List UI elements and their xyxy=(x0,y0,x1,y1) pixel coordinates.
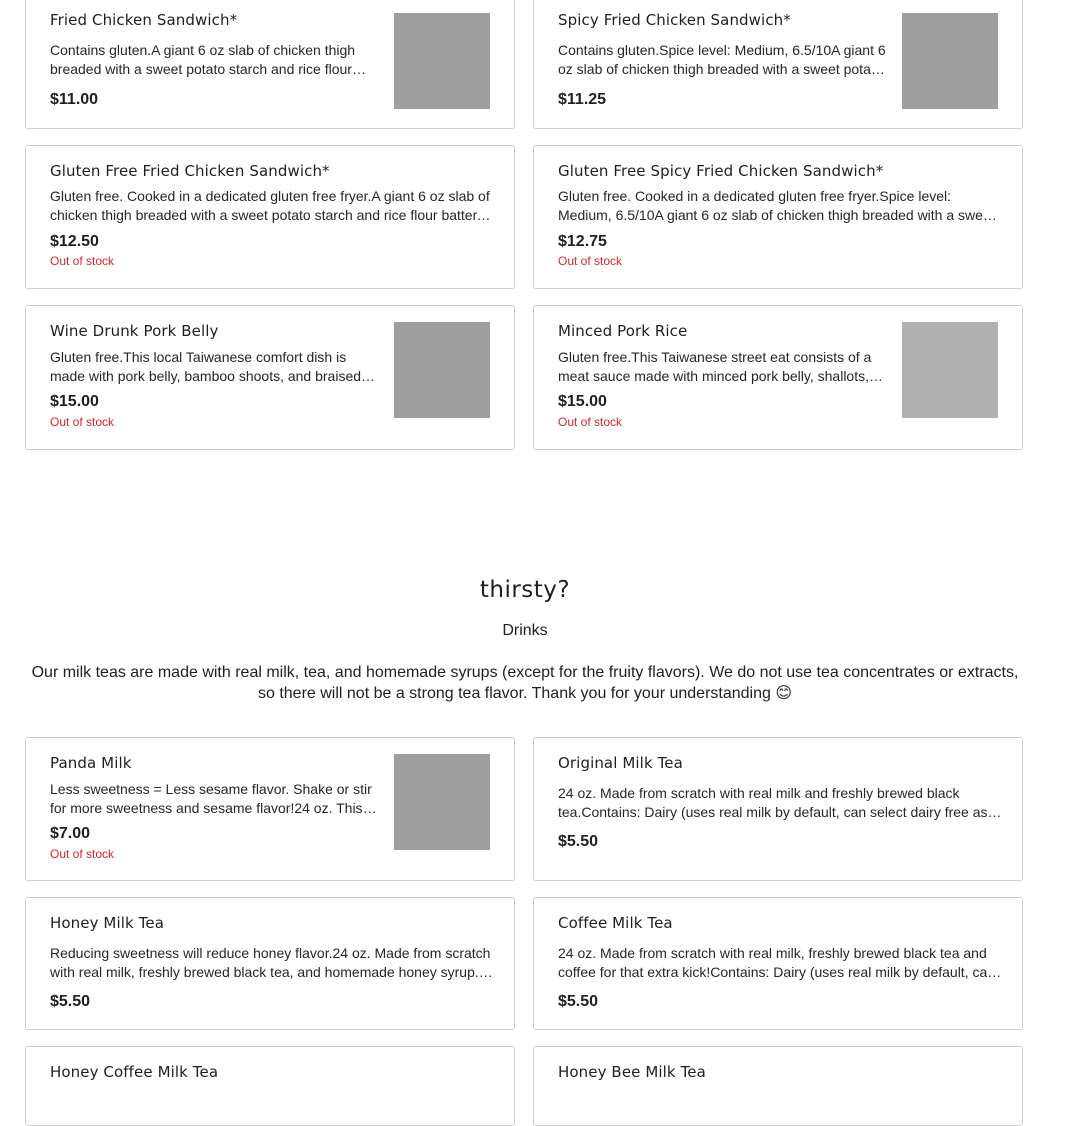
stock-status: Out of stock xyxy=(558,254,623,268)
item-title: Coffee Milk Tea xyxy=(558,914,673,932)
menu-item-card[interactable] xyxy=(25,737,515,881)
item-description: Less sweetness = Less sesame flavor. Shake or stir for more sweetness and sesame flavor!24 oz. This xyxy=(50,781,372,816)
item-title: Gluten Free Spicy Fried Chicken Sandwich* xyxy=(558,162,884,180)
item-price: $15.00 xyxy=(558,393,607,410)
item-title: Honey Bee Milk Tea xyxy=(558,1063,706,1081)
menu-item-card[interactable] xyxy=(25,897,515,1030)
item-description: 24 oz. Made from scratch with real milk and freshly brewed black tea.Contains: Dairy (uses real milk by default, can select dairy free as xyxy=(558,785,988,820)
item-description: Gluten free. Cooked in a dedicated gluten free fryer.A giant 6 oz slab of chicken thigh breaded with a sweet potato starch and rice flour batter, xyxy=(50,188,490,223)
item-image xyxy=(902,322,998,418)
item-description: Gluten free.This local Taiwanese comfort dish is made with pork belly, bamboo shoots, and braised xyxy=(50,349,362,384)
stock-status: Out of stock xyxy=(50,415,115,429)
item-title: Gluten Free Fried Chicken Sandwich* xyxy=(50,162,330,180)
item-description: 24 oz. Made from scratch with real milk, freshly brewed black tea and coffee for that extra kick!Contains: Dairy (uses real milk by default, can xyxy=(558,945,996,980)
item-price: $11.25 xyxy=(558,91,607,108)
item-image xyxy=(394,13,490,109)
item-title: Original Milk Tea xyxy=(558,754,683,772)
menu-item-card[interactable] xyxy=(25,1046,515,1126)
menu-item-card[interactable] xyxy=(533,305,1023,450)
item-title: Honey Milk Tea xyxy=(50,914,165,932)
item-price: $15.00 xyxy=(50,393,99,410)
item-image xyxy=(902,13,998,109)
item-price: $5.50 xyxy=(50,993,91,1010)
menu-item-card[interactable] xyxy=(25,305,515,450)
menu-item-card[interactable] xyxy=(533,0,1023,129)
item-price: $12.75 xyxy=(558,233,607,250)
item-title: Spicy Fried Chicken Sandwich* xyxy=(558,11,791,29)
item-price: $11.00 xyxy=(50,91,99,108)
menu-item-card[interactable] xyxy=(533,145,1023,289)
stock-status: Out of stock xyxy=(558,415,623,429)
item-description: Reducing sweetness will reduce honey flavor.24 oz. Made from scratch with real milk, freshly brewed black tea, and homemade honey syrup. xyxy=(50,945,491,980)
item-price: $5.50 xyxy=(558,833,599,850)
item-title: Wine Drunk Pork Belly xyxy=(50,322,219,340)
item-description: Gluten free.This Taiwanese street eat consists of a meat sauce made with minced pork belly, shallots, xyxy=(558,349,872,384)
menu-item-card[interactable] xyxy=(25,0,515,129)
section-note: Our milk teas are made with real milk, tea, and homemade syrups (except for the fruity flavors). We do not use tea concentrates or extracts, so there will not be a strong tea flavor. Thank you for your understanding 😊 xyxy=(31,664,1019,702)
item-title: Fried Chicken Sandwich* xyxy=(50,11,238,29)
menu-item-card[interactable] xyxy=(533,737,1023,881)
stock-status: Out of stock xyxy=(50,254,115,268)
item-description: Contains gluten.A giant 6 oz slab of chicken thigh breaded with a sweet potato starch and rice flour xyxy=(50,42,356,77)
item-image xyxy=(394,754,490,850)
menu-item-card[interactable] xyxy=(533,897,1023,1030)
item-price: $7.00 xyxy=(50,825,91,842)
section-title: thirsty? xyxy=(479,577,571,603)
stock-status: Out of stock xyxy=(50,847,115,861)
item-price: $5.50 xyxy=(558,993,599,1010)
item-price: $12.50 xyxy=(50,233,99,250)
item-title: Minced Pork Rice xyxy=(558,322,688,340)
item-title: Honey Coffee Milk Tea xyxy=(50,1063,219,1081)
item-title: Panda Milk xyxy=(50,754,132,772)
item-image xyxy=(394,322,490,418)
menu-item-card[interactable] xyxy=(533,1046,1023,1126)
item-description: Contains gluten.Spice level: Medium, 6.5/10A giant 6 oz slab of chicken thigh breaded with a sweet potato xyxy=(558,42,886,77)
item-description: Gluten free. Cooked in a dedicated gluten free fryer.Spice level: Medium, 6.5/10A giant 6 oz slab of chicken thigh breaded with a sweet xyxy=(558,188,995,223)
section-subtitle: Drinks xyxy=(502,622,548,639)
menu-item-card[interactable] xyxy=(25,145,515,289)
